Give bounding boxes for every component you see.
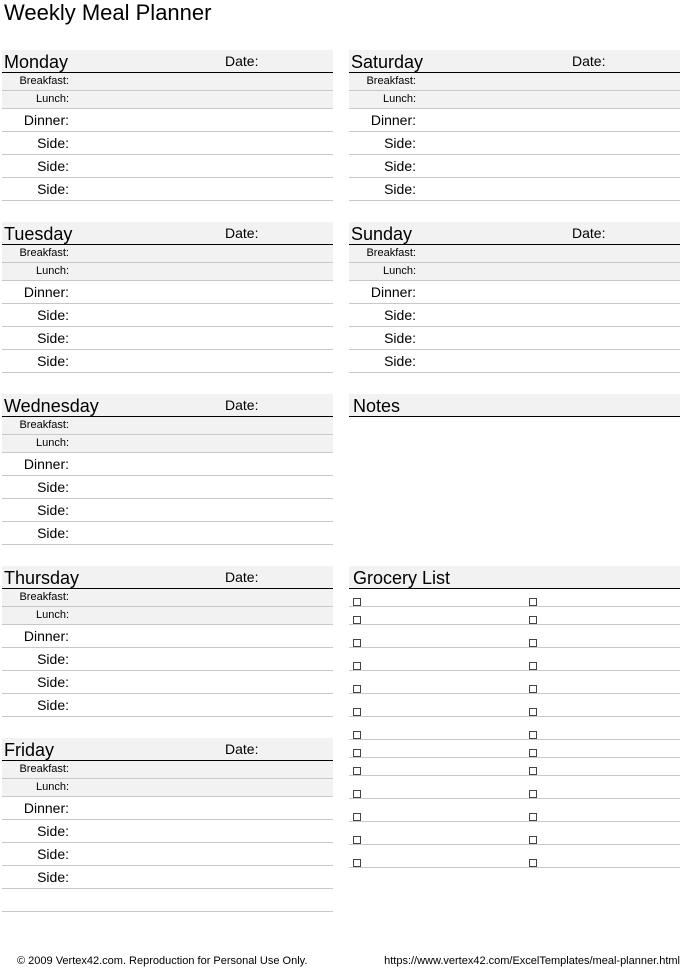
grocery-checkbox[interactable] — [529, 749, 537, 757]
day-header — [349, 222, 680, 245]
dinner-row[interactable] — [2, 281, 333, 304]
date-label: Date: — [225, 569, 259, 585]
dinner-label: Dinner: — [370, 112, 416, 128]
side-label: Side: — [37, 135, 69, 151]
breakfast-label: Breakfast: — [19, 591, 69, 603]
lunch-row[interactable] — [349, 91, 680, 109]
grocery-checkbox[interactable] — [353, 639, 361, 647]
day-block-friday — [2, 738, 333, 912]
side-row[interactable] — [349, 350, 680, 373]
side-label: Side: — [37, 823, 69, 839]
side-row[interactable] — [2, 866, 333, 889]
grocery-checkbox[interactable] — [353, 767, 361, 775]
date-label: Date: — [572, 53, 606, 69]
dinner-label: Dinner: — [23, 284, 69, 300]
lunch-label: Lunch: — [382, 265, 416, 277]
side-row[interactable] — [2, 522, 333, 545]
breakfast-row[interactable] — [2, 245, 333, 263]
grocery-checkbox[interactable] — [353, 813, 361, 821]
day-header — [2, 394, 333, 417]
date-label: Date: — [225, 53, 259, 69]
side-label: Side: — [37, 330, 69, 346]
day-block-sunday — [349, 222, 680, 373]
dinner-row[interactable] — [2, 797, 333, 820]
grocery-checkbox[interactable] — [353, 836, 361, 844]
dinner-label: Dinner: — [23, 800, 69, 816]
side-row[interactable] — [2, 694, 333, 717]
side-row[interactable] — [349, 155, 680, 178]
grocery-checkbox[interactable] — [529, 836, 537, 844]
side-row[interactable] — [2, 132, 333, 155]
side-row[interactable] — [2, 820, 333, 843]
grocery-checkbox[interactable] — [529, 859, 537, 867]
grocery-checkbox[interactable] — [529, 598, 537, 606]
side-label: Side: — [37, 502, 69, 518]
grocery-row — [349, 607, 680, 625]
day-name: Thursday — [4, 568, 80, 588]
grocery-checkbox[interactable] — [353, 859, 361, 867]
day-block-tuesday — [2, 222, 333, 373]
side-label: Side: — [384, 181, 416, 197]
grocery-checkbox[interactable] — [529, 708, 537, 716]
day-header — [2, 738, 333, 761]
grocery-checkbox[interactable] — [353, 790, 361, 798]
lunch-row[interactable] — [349, 263, 680, 281]
day-name: Sunday — [351, 224, 413, 244]
side-row[interactable] — [349, 304, 680, 327]
lunch-row[interactable] — [2, 263, 333, 281]
side-label: Side: — [384, 158, 416, 174]
breakfast-row[interactable] — [2, 417, 333, 435]
side-label: Side: — [384, 353, 416, 369]
notes-section — [349, 394, 680, 547]
side-row[interactable] — [2, 178, 333, 201]
day-block-wednesday — [2, 394, 333, 545]
side-row[interactable] — [2, 476, 333, 499]
side-row[interactable] — [2, 327, 333, 350]
lunch-row[interactable] — [2, 607, 333, 625]
grocery-row — [349, 799, 680, 822]
breakfast-row[interactable] — [2, 589, 333, 607]
grocery-checkbox[interactable] — [353, 616, 361, 624]
grocery-row — [349, 822, 680, 845]
side-row[interactable] — [2, 499, 333, 522]
lunch-row[interactable] — [2, 435, 333, 453]
side-label: Side: — [384, 307, 416, 323]
side-label: Side: — [384, 135, 416, 151]
grocery-title: Grocery List — [353, 568, 451, 588]
grocery-row — [349, 589, 680, 607]
lunch-row[interactable] — [2, 779, 333, 797]
grocery-row — [349, 758, 680, 776]
day-name: Friday — [4, 740, 55, 760]
dinner-row[interactable] — [349, 109, 680, 132]
day-block-saturday — [349, 50, 680, 201]
grocery-checkbox[interactable] — [529, 731, 537, 739]
day-header — [2, 566, 333, 589]
side-row[interactable] — [2, 155, 333, 178]
day-name: Monday — [4, 52, 69, 72]
grocery-checkbox[interactable] — [353, 662, 361, 670]
breakfast-label: Breakfast: — [19, 419, 69, 431]
grocery-row — [349, 776, 680, 799]
notes-header — [349, 394, 680, 417]
side-row[interactable] — [2, 648, 333, 671]
lunch-label: Lunch: — [35, 93, 69, 105]
side-row[interactable] — [349, 327, 680, 350]
footer-copyright: © 2009 Vertex42.com. Reproduction for Personal Use Only. — [17, 955, 308, 967]
side-row[interactable] — [2, 843, 333, 866]
dinner-label: Dinner: — [23, 628, 69, 644]
dinner-label: Dinner: — [23, 112, 69, 128]
day-header — [349, 50, 680, 73]
lunch-label: Lunch: — [35, 437, 69, 449]
grocery-row — [349, 717, 680, 740]
breakfast-label: Breakfast: — [19, 75, 69, 87]
grocery-row — [349, 648, 680, 671]
grocery-checkbox[interactable] — [353, 731, 361, 739]
breakfast-row[interactable] — [2, 761, 333, 779]
grocery-checkbox[interactable] — [529, 616, 537, 624]
page-title: Weekly Meal Planner — [4, 0, 212, 25]
grocery-checkbox[interactable] — [353, 685, 361, 693]
grocery-row — [349, 671, 680, 694]
grocery-row — [349, 845, 680, 868]
grocery-checkbox[interactable] — [353, 708, 361, 716]
notes-title: Notes — [353, 396, 401, 416]
date-label: Date: — [225, 741, 259, 757]
dinner-label: Dinner: — [370, 284, 416, 300]
grocery-checkbox[interactable] — [353, 598, 361, 606]
lunch-row[interactable] — [2, 91, 333, 109]
day-block-monday — [2, 50, 333, 201]
breakfast-row[interactable] — [349, 73, 680, 91]
side-label: Side: — [37, 697, 69, 713]
grocery-checkbox[interactable] — [529, 685, 537, 693]
side-row[interactable] — [2, 350, 333, 373]
grocery-checkbox[interactable] — [529, 662, 537, 670]
side-label: Side: — [37, 525, 69, 541]
day-name: Wednesday — [4, 396, 99, 416]
grocery-row — [349, 740, 680, 758]
side-row[interactable] — [2, 304, 333, 327]
side-label: Side: — [37, 846, 69, 862]
lunch-label: Lunch: — [35, 609, 69, 621]
breakfast-row[interactable] — [349, 245, 680, 263]
grocery-header — [349, 566, 680, 589]
day-name: Saturday — [351, 52, 424, 72]
side-label: Side: — [37, 307, 69, 323]
date-label: Date: — [225, 225, 259, 241]
grocery-row — [349, 625, 680, 648]
date-label: Date: — [225, 397, 259, 413]
lunch-label: Lunch: — [35, 265, 69, 277]
side-label: Side: — [37, 674, 69, 690]
side-row[interactable] — [349, 178, 680, 201]
dinner-row[interactable] — [2, 453, 333, 476]
dinner-label: Dinner: — [23, 456, 69, 472]
side-label: Side: — [37, 869, 69, 885]
grocery-checkbox[interactable] — [529, 639, 537, 647]
dinner-row[interactable] — [2, 109, 333, 132]
grocery-rows — [349, 589, 680, 868]
day-block-thursday — [2, 566, 333, 717]
footer-url[interactable]: https://www.vertex42.com/ExcelTemplates/meal-planner.html — [384, 955, 680, 967]
day-name: Tuesday — [4, 224, 73, 244]
breakfast-label: Breakfast: — [366, 247, 416, 259]
lunch-label: Lunch: — [382, 93, 416, 105]
notes-area[interactable] — [349, 417, 680, 547]
day-header — [2, 50, 333, 73]
date-label: Date: — [572, 225, 606, 241]
breakfast-label: Breakfast: — [19, 247, 69, 259]
breakfast-label: Breakfast: — [366, 75, 416, 87]
blank-row[interactable] — [2, 889, 333, 912]
breakfast-label: Breakfast: — [19, 763, 69, 775]
grocery-checkbox[interactable] — [529, 767, 537, 775]
side-label: Side: — [37, 158, 69, 174]
grocery-checkbox[interactable] — [353, 749, 361, 757]
dinner-row[interactable] — [2, 625, 333, 648]
lunch-label: Lunch: — [35, 781, 69, 793]
side-row[interactable] — [2, 671, 333, 694]
side-label: Side: — [37, 181, 69, 197]
grocery-section — [349, 566, 680, 868]
day-header — [2, 222, 333, 245]
side-row[interactable] — [349, 132, 680, 155]
grocery-checkbox[interactable] — [529, 790, 537, 798]
breakfast-row[interactable] — [2, 73, 333, 91]
dinner-row[interactable] — [349, 281, 680, 304]
side-label: Side: — [37, 479, 69, 495]
side-label: Side: — [37, 353, 69, 369]
side-label: Side: — [384, 330, 416, 346]
grocery-row — [349, 694, 680, 717]
side-label: Side: — [37, 651, 69, 667]
grocery-checkbox[interactable] — [529, 813, 537, 821]
